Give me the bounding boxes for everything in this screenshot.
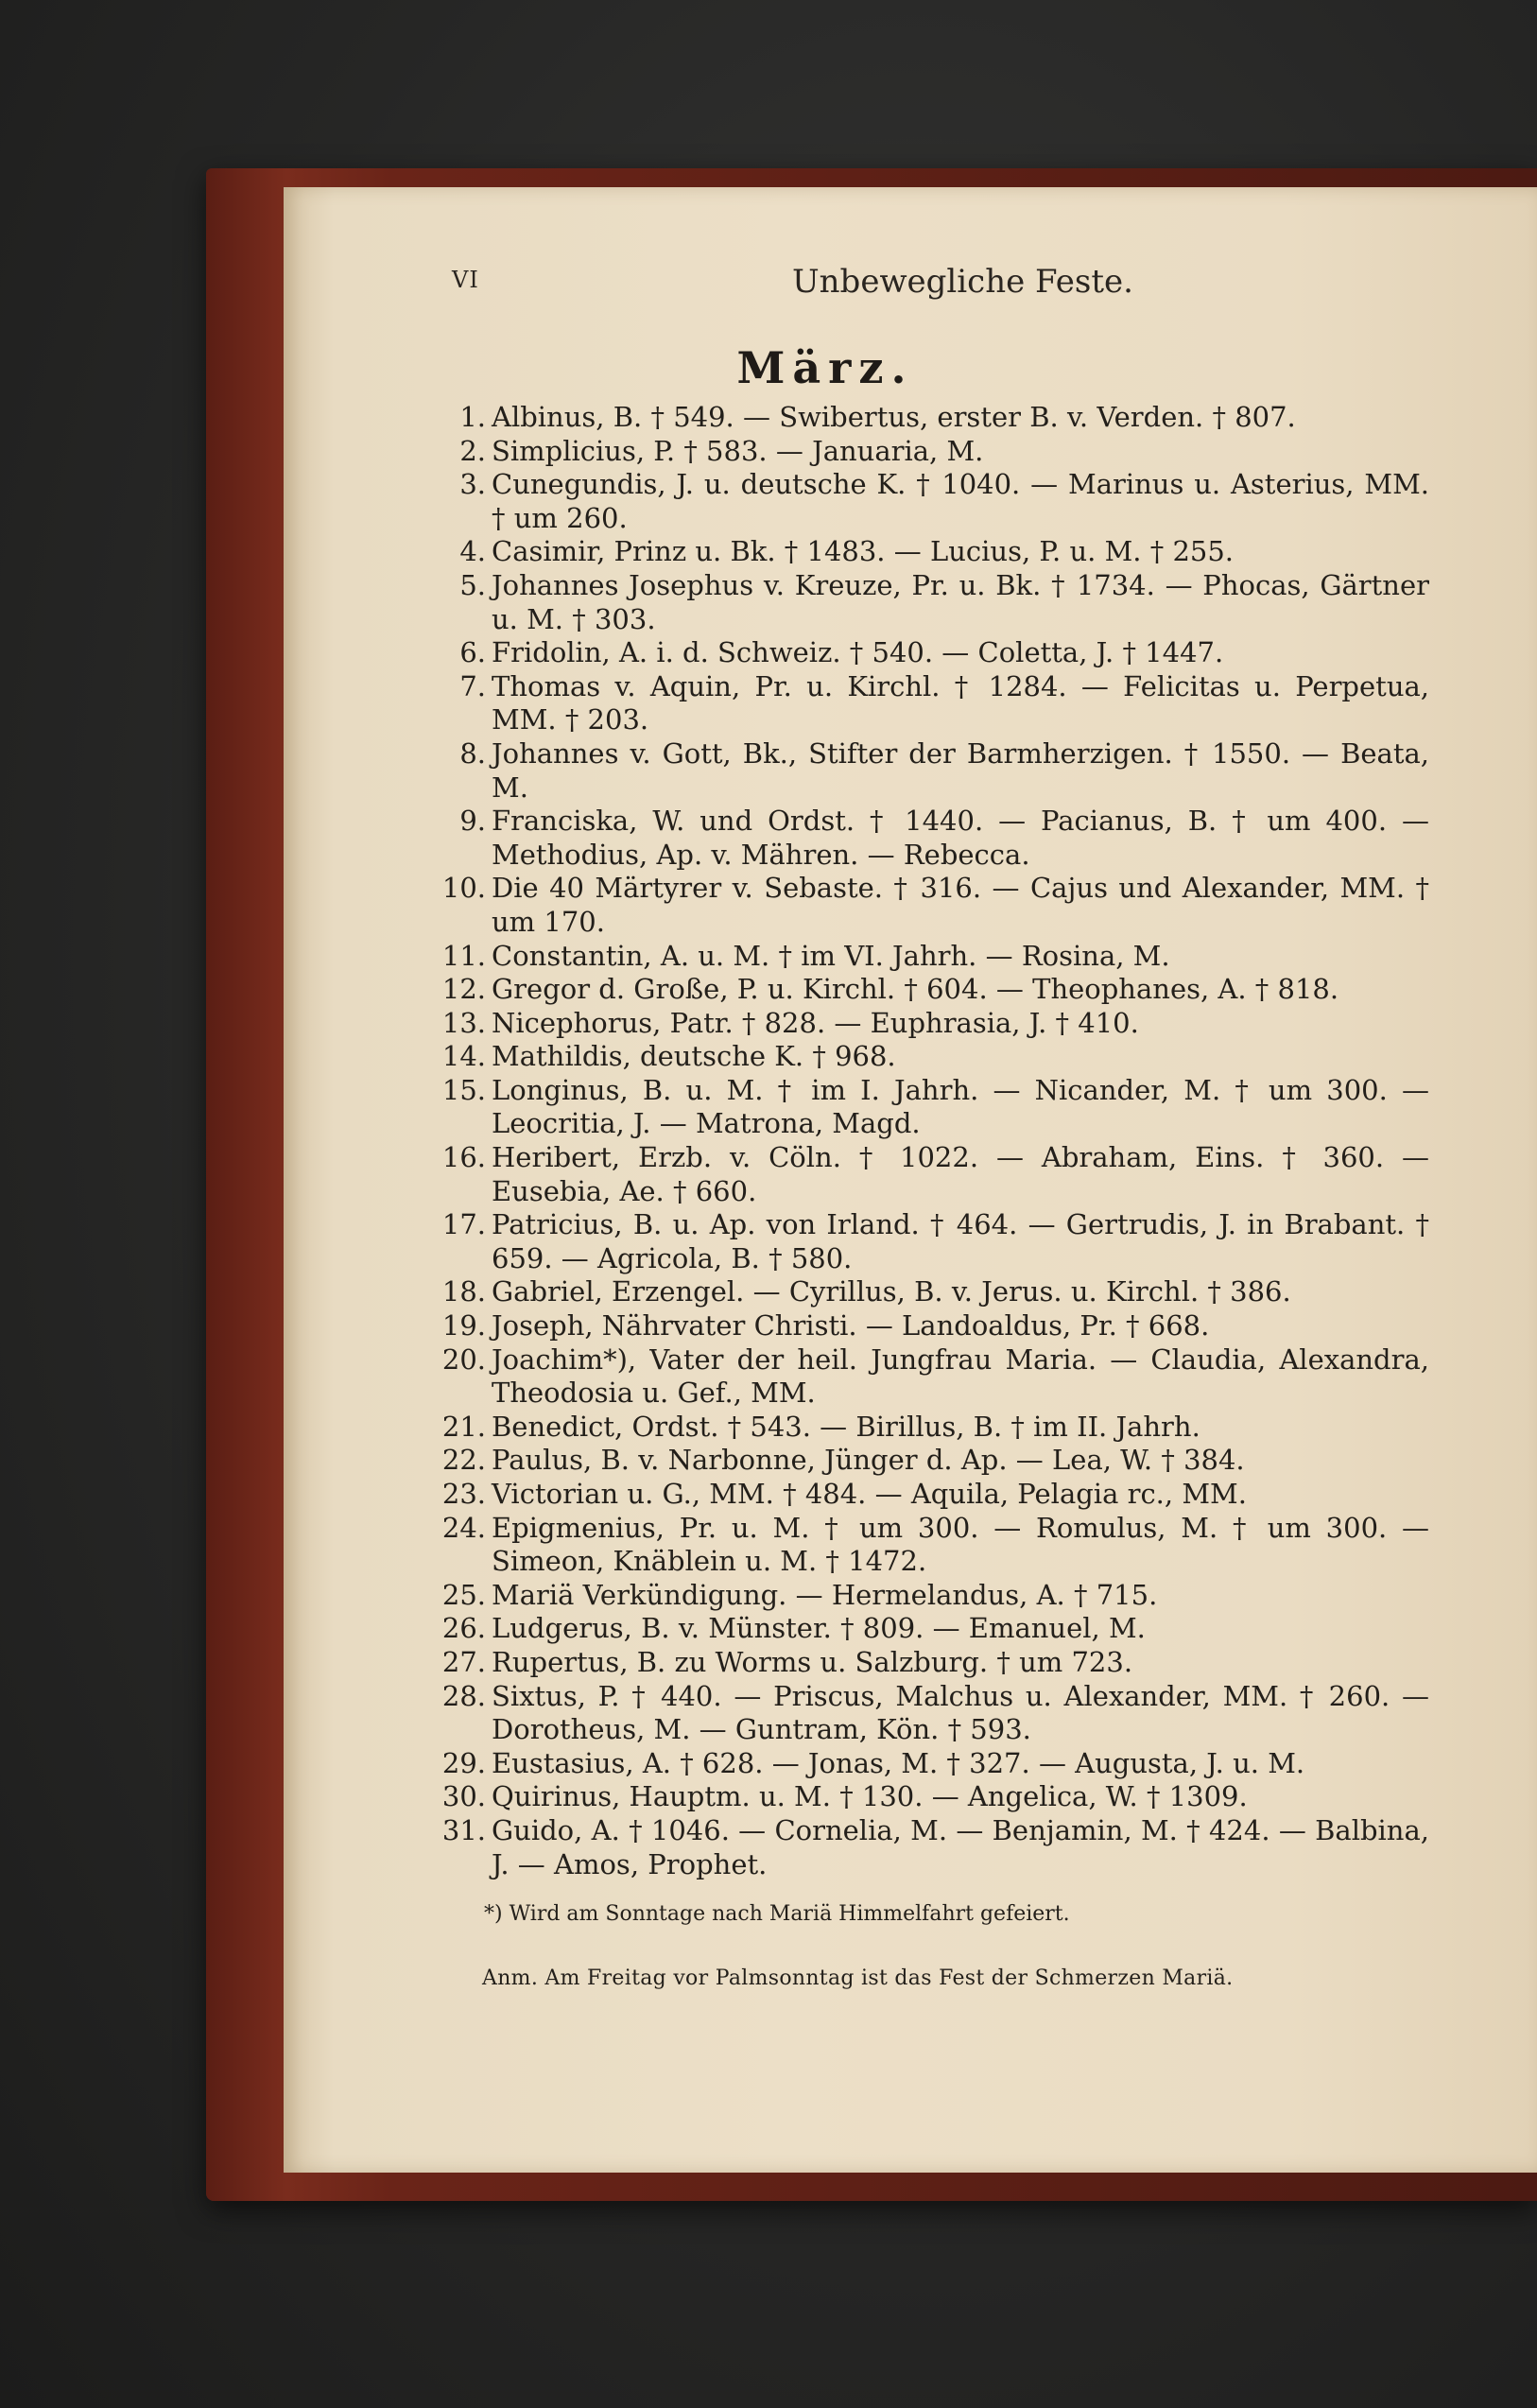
entry-number: 7. [459, 669, 486, 702]
entry-number: 20. [441, 1343, 486, 1376]
entry-text: Nicephorus, Patr. † 828. — Euphrasia, J. † 410. [492, 1006, 1139, 1039]
list-item [437, 1780, 1429, 1814]
entry-text: Sixtus, P. † 440. — Priscus, Malchus u. Alexander, MM. † 260. — Dorotheus, M. — Guntram, Kön. † 593. [492, 1679, 1429, 1746]
entry-text: Fridolin, A. i. d. Schweiz. † 540. — Coletta, J. † 1447. [492, 636, 1224, 669]
entry-number: 15. [441, 1073, 486, 1106]
entry-text: Mariä Verkündigung. — Hermelandus, A. † 715. [492, 1578, 1158, 1611]
entry-number: 23. [441, 1478, 486, 1510]
entry-number: 6. [459, 636, 486, 669]
list-item [437, 1478, 1429, 1512]
list-item [437, 535, 1429, 569]
list-item [437, 940, 1429, 974]
list-item [437, 1579, 1429, 1613]
entry-text: Patricius, B. u. Ap. von Irland. † 464. — Gertrudis, J. in Brabant. † 659. — Agricola, B. † 580. [492, 1208, 1429, 1274]
list-item [437, 805, 1429, 872]
month-heading: März. [736, 342, 914, 393]
entry-number: 24. [441, 1511, 486, 1544]
entry-number: 13. [441, 1006, 486, 1039]
list-item [437, 1275, 1429, 1309]
entry-text: Franciska, W. und Ordst. † 1440. — Pacianus, B. † um 400. — Methodius, Ap. v. Mähren. — Rebecca. [492, 805, 1429, 871]
list-item [437, 1343, 1429, 1411]
list-item [437, 1208, 1429, 1275]
entry-text: Albinus, B. † 549. — Swibertus, erster B. v. Verden. † 807. [492, 401, 1296, 433]
entry-text: Gregor d. Große, P. u. Kirchl. † 604. — Theophanes, A. † 818. [492, 973, 1339, 1006]
list-item [437, 1411, 1429, 1445]
entry-number: 27. [441, 1645, 486, 1678]
list-item [437, 1007, 1429, 1041]
entry-text: Joachim*), Vater der heil. Jungfrau Maria. — Claudia, Alexandra, Theodosia u. Gef., MM. [492, 1343, 1429, 1410]
entry-number: 12. [441, 973, 486, 1006]
entry-text: Epigmenius, Pr. u. M. † um 300. — Romulus, M. † um 300. — Simeon, Knäblein u. M. † 1472. [492, 1511, 1429, 1578]
entry-text: Johannes Josephus v. Kreuze, Pr. u. Bk. † 1734. — Phocas, Gärtner u. M. † 303. [492, 568, 1429, 635]
entry-number: 2. [459, 434, 486, 467]
entry-number: 8. [459, 736, 486, 770]
entry-number: 4. [459, 535, 486, 568]
entry-text: Mathildis, deutsche K. † 968. [492, 1040, 896, 1073]
list-item [437, 1646, 1429, 1680]
entry-text: Casimir, Prinz u. Bk. † 1483. — Lucius, P. u. M. † 255. [492, 535, 1235, 568]
entry-number: 3. [459, 468, 486, 501]
entry-number: 22. [441, 1444, 486, 1477]
entry-number: 25. [441, 1578, 486, 1611]
entry-text: Paulus, B. v. Narbonne, Jünger d. Ap. — Lea, W. † 384. [492, 1444, 1245, 1477]
annotation: Anm. Am Freitag vor Palmsonntag ist das Fest der Schmerzen Mariä. [482, 1966, 1234, 1990]
list-item [437, 636, 1429, 670]
list-item [437, 1040, 1429, 1074]
list-item [437, 401, 1429, 435]
entry-text: Rupertus, B. zu Worms u. Salzburg. † um 723. [492, 1645, 1133, 1678]
list-item [437, 1612, 1429, 1646]
entry-number: 14. [441, 1040, 486, 1073]
list-item [437, 1309, 1429, 1343]
entry-text: Longinus, B. u. M. † im I. Jahrh. — Nicander, M. † um 300. — Leocritia, J. — Matrona, Magd. [492, 1073, 1429, 1140]
footnote: *) Wird am Sonntage nach Mariä Himmelfahrt gefeiert. [484, 1902, 1070, 1926]
list-item [437, 1747, 1429, 1781]
page-number: VI [452, 267, 479, 293]
entry-number: 28. [441, 1679, 486, 1712]
entry-text: Die 40 Märtyrer v. Sebaste. † 316. — Cajus und Alexander, MM. † um 170. [492, 872, 1429, 938]
entry-number: 17. [441, 1208, 486, 1241]
entry-text: Heribert, Erzb. v. Cöln. † 1022. — Abraham, Eins. † 360. — Eusebia, Ae. † 660. [492, 1141, 1429, 1207]
list-item [437, 670, 1429, 737]
list-item [437, 569, 1429, 636]
entry-number: 21. [441, 1410, 486, 1443]
entry-number: 30. [441, 1780, 486, 1813]
entry-text: Simplicius, P. † 583. — Januaria, M. [492, 434, 984, 467]
entry-text: Eustasius, A. † 628. — Jonas, M. † 327. — Augusta, J. u. M. [492, 1746, 1305, 1779]
list-item [437, 1141, 1429, 1208]
entry-number: 11. [441, 939, 486, 972]
entry-number: 31. [441, 1813, 486, 1846]
entry-number: 19. [441, 1309, 486, 1343]
entry-number: 5. [459, 568, 486, 601]
entry-number: 26. [441, 1612, 486, 1645]
entry-number: 9. [459, 805, 486, 838]
running-title: Unbewegliche Feste. [792, 263, 1133, 301]
entry-text: Benedict, Ordst. † 543. — Birillus, B. † im II. Jahrh. [492, 1410, 1200, 1443]
running-head [452, 263, 1416, 304]
entry-text: Ludgerus, B. v. Münster. † 809. — Emanuel, M. [492, 1612, 1146, 1645]
entry-number: 29. [441, 1746, 486, 1779]
entry-number: 1. [459, 401, 486, 433]
entry-text: Constantin, A. u. M. † im VI. Jahrh. — Rosina, M. [492, 939, 1170, 972]
list-item [437, 1680, 1429, 1747]
entry-text: Gabriel, Erzengel. — Cyrillus, B. v. Jerus. u. Kirchl. † 386. [492, 1275, 1291, 1308]
list-item [437, 1814, 1429, 1881]
entry-text: Johannes v. Gott, Bk., Stifter der Barmherzigen. † 1550. — Beata, M. [492, 736, 1429, 804]
entry-text: Victorian u. G., MM. † 484. — Aquila, Pelagia rc., MM. [492, 1478, 1247, 1510]
list-item [437, 1444, 1429, 1478]
list-item [437, 1512, 1429, 1579]
list-item [437, 1074, 1429, 1141]
entry-number: 18. [441, 1275, 486, 1308]
list-item [437, 435, 1429, 469]
list-item [437, 737, 1429, 805]
entry-text: Quirinus, Hauptm. u. M. † 130. — Angelica, W. † 1309. [492, 1780, 1248, 1813]
entry-text: Cunegundis, J. u. deutsche K. † 1040. — Marinus u. Asterius, MM. † um 260. [492, 468, 1429, 534]
feast-list [437, 401, 1429, 1881]
list-item [437, 872, 1429, 939]
entry-text: Thomas v. Aquin, Pr. u. Kirchl. † 1284. — Felicitas u. Perpetua, MM. † 203. [492, 669, 1429, 736]
entry-text: Joseph, Nährvater Christi. — Landoaldus, Pr. † 668. [492, 1309, 1210, 1343]
entry-number: 16. [441, 1141, 486, 1174]
entry-text: Guido, A. † 1046. — Cornelia, M. — Benjamin, M. † 424. — Balbina, J. — Amos, Prophet. [492, 1813, 1429, 1880]
list-item [437, 468, 1429, 535]
list-item [437, 973, 1429, 1007]
entry-number: 10. [441, 872, 486, 905]
